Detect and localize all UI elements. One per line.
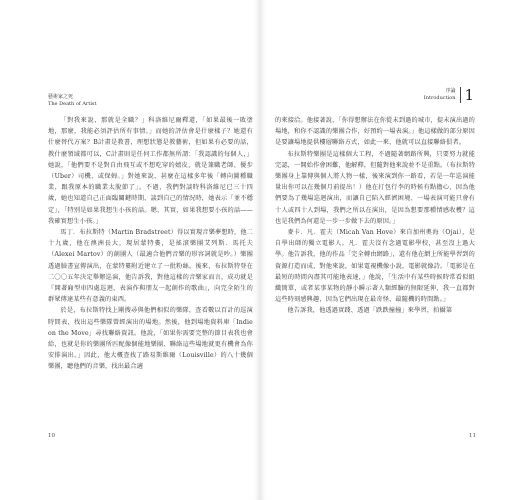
paragraph: 馬丁．布拉斯特（Martin Bradstreet）得以實現音樂夢想時，他二十九歲，他在澳洲長大，現居蒙特婁，是搖滾樂團艾列斯．馬托夫（Alexei Martov）的創團人（最適合他們音樂的形容詞就是吵。）樂團透過臉書宣傳演出，在蒙特婁附近建立了一批粉絲。後來，布拉斯特登在二〇〇五年決定舉辦巡演，他告訴我，對他這樣的音樂家而言，成功就是『開著廂型車四處巡迴，表演作與朋友一起創作的歌曲』，向完全陌生的群眾傳達某些有意義的東西。 [48,229,254,304]
running-head-right-en: Introduction [423,95,456,101]
right-page-body [275,115,475,317]
paragraph: 於是，布拉斯特找上剛搜尋與他們相似的樂隊，查看數以百計的巡演時間表，找出這些樂隊曾經演出的場地。然後，他到場地資料庫「Indie on the Move」尋找聯絡資訊。他說，「如果你需要完整的節目表我也會給，也就是你的樂團所匹配像個能地樂團、聯絡這些場地就更有機會為你安排演出。」因此，他大概查找了路易斯維爾（Louisville）的八十幾個樂團，聽他們的音樂，找出最合適 [48,307,253,371]
running-head-right [424,87,474,103]
paragraph: 的來接洽。他接著說，「你得想辦法在你從未到過的城市，提未演出過的場地，和你不認識的樂團合作，好預約一場表演。」他這樣做的部分原因是要讓場地提供樓層聯絡方式，如此一來，他就可以直接聯絡俱者。 [275,117,475,147]
left-page [0,0,259,500]
page-number-right: 11 [469,433,476,439]
page-number-left: 10 [48,433,55,439]
right-page [261,0,520,500]
running-head-right-text [424,88,456,102]
running-head-left-zh: 藝術家之死 [48,94,74,100]
paragraph: 他告訴我，他透過實踐、透過「跌跌撞撞」來學習，拍攝第 [287,307,453,315]
left-page-body [48,115,253,373]
header-divider [460,87,461,103]
running-head-left-en: The Death of Artist [48,101,97,107]
running-head-right-zh: 序論 [445,88,456,94]
chapter-number: 1 [464,86,474,104]
paragraph: 「對我來說，那就是全職？」科洛維尼爾釋道，「如果最後一敗塗地，那麼，我能必須評估所有事情。」而她的評估會是什麼樣子？她還有什麼替代方案？B計畫是教書，理想狀態是教藝術，但如果有必要的話，教什麼領域都可以，C計畫則是任何工作都無所謂：「我認識的每個人，」她說，「他們要不是對自由飛互或不想吃穿的嬉皮，就是兼職老師、優步（Uber）司機、或保姆。」對她來說，甚麼在這樣多年後「轉向圖種職業，跟我原本的職業太脫節了」。不過，我們對談時科洛維尼已三十四歲，她也知道自己正面臨關鍵時期，談到自己的情況時，她表示「並不穩定」，「特別是如果我想生小孩的話。嗯，其實，如果我想要小孩的話——我確實想生小孩。」 [48,117,253,225]
running-head-left [48,94,97,108]
paragraph: 麥卡．凡．霍夫（Micah Van Hove）來自加州奧海（Ojai），是自學出師的獨立電影人。凡．霍夫沒有念過電影學校，甚至沒上過大學。他告訴我，他的作品「完全轉由網路」，還有他在網上所能學習到的資源打造而成，對他來說，如果電視機像小說，電影就像詩。「電影是在最短的時間內盡其可能地表達，」他說，「生活中有某些時候時常看似組織簡單，或者某事某物的靜小瞬示著人類經驗的無限延伸，我一直都對這些時刻感興趣，因為它們出現在最奇怪、最隨機的時間點。」 [275,229,475,304]
paragraph: 布拉斯特樂團是這樣個大工程，不過隨著網路所興，只要努力就能完認，一開始作會困難，他解釋，但隨對他來說並不是重點。（布拉斯特樂團身上靠傳與個人將人物一樣，後來演到你一路看，若是一年巡演能量出你可以在幾個月前提出！）他在打包行李的時候有點擔心，因為他們要為了幾場巡迴演出，而讓自己陷入經濟困境、一場表演可能只會有十人或四十人到場，我們之所以在演出，是因為想要那種情感收穫？這也是我們為何還是一步一步做下去的原因。」 [275,150,475,225]
